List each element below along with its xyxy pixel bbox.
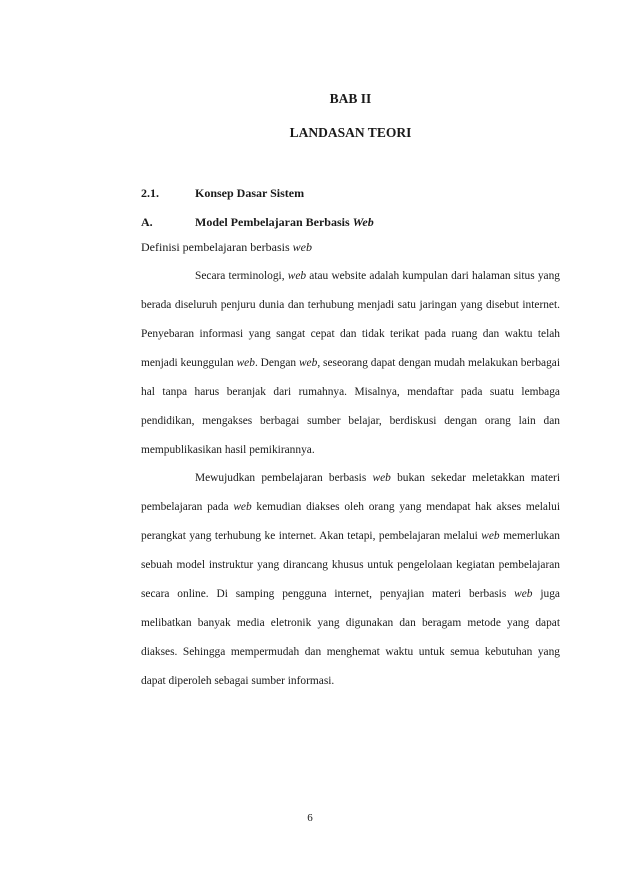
section-number: A. (141, 215, 153, 229)
section-number: 2.1. (141, 186, 159, 200)
paragraph-1: Secara terminologi, web atau website adalah kumpulan dari halaman situs yang berada diseluruh penjuru dunia dan terhubung menjadi satu jaringan yang disebut internet. Penyebaran informasi yang sangat cepat dan tidak terikat pada ruang dan waktu telah menjadi keunggulan web. Dengan web, seseorang dapat dengan mudah melakukan berbagai hal tanpa harus beranjak dari rumahnya. Misalnya, mendaftar pada suatu lembaga pendidikan, mengakses berbagai sumber belajar, berdiskusi dengan orang lain dan mempublikasikan hasil pemikirannya. (141, 270, 561, 456)
section-heading-2-1 (141, 186, 560, 201)
section-title: Konsep Dasar Sistem (195, 186, 305, 200)
section-title: Model Pembelajaran Berbasis (195, 215, 353, 229)
chapter-label: BAB II (329, 91, 372, 106)
page-number: 6 (307, 812, 313, 824)
definition-subheading: Definisi pembelajaran berbasis web (141, 240, 312, 254)
paragraph-2: Mewujudkan pembelajaran berbasis web bukan sekedar meletakkan materi pembelajaran pada web kemudian diakses oleh orang yang mendapat hak akses melalui perangkat yang terhubung ke internet. Akan tetapi, pembelajaran melalui web memerlukan sebuah model instruktur yang dirancang khusus untuk pengelolaan kegiatan pembelajaran secara online. Di samping pengguna internet, penyajian materi berbasis web juga melibatkan banyak media eletronik yang digunakan dan beragam metode yang dapat diakses. Sehingga mempermudah dan menghemat waktu untuk semua kebutuhan yang dapat diperoleh sebagai sumber informasi. (141, 472, 561, 687)
section-title-italic: Web (352, 215, 374, 229)
chapter-title: LANDASAN TEORI (289, 125, 412, 140)
section-heading-a (141, 215, 560, 230)
